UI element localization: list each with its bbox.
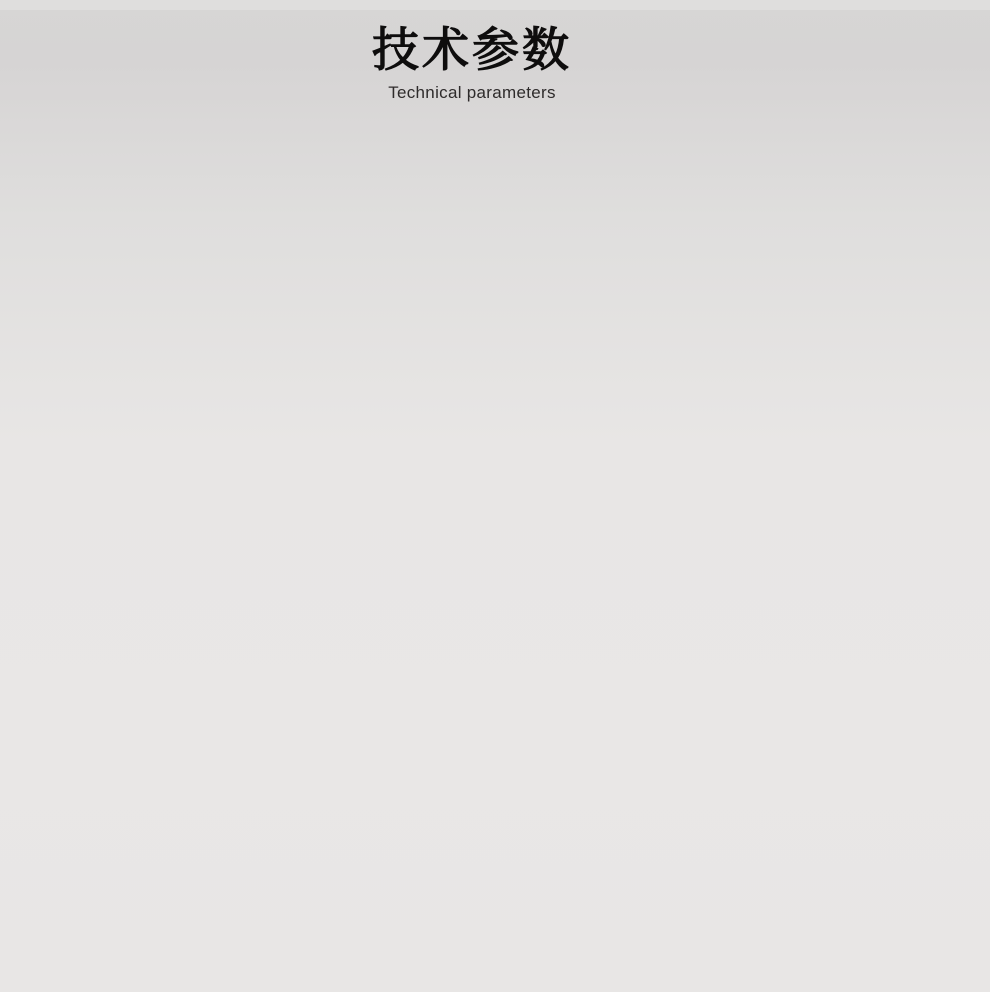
top-strip <box>0 0 990 10</box>
page-header <box>0 24 967 102</box>
page-subtitle: Technical parameters <box>388 83 556 102</box>
page-title: 技术参数 <box>372 23 572 76</box>
